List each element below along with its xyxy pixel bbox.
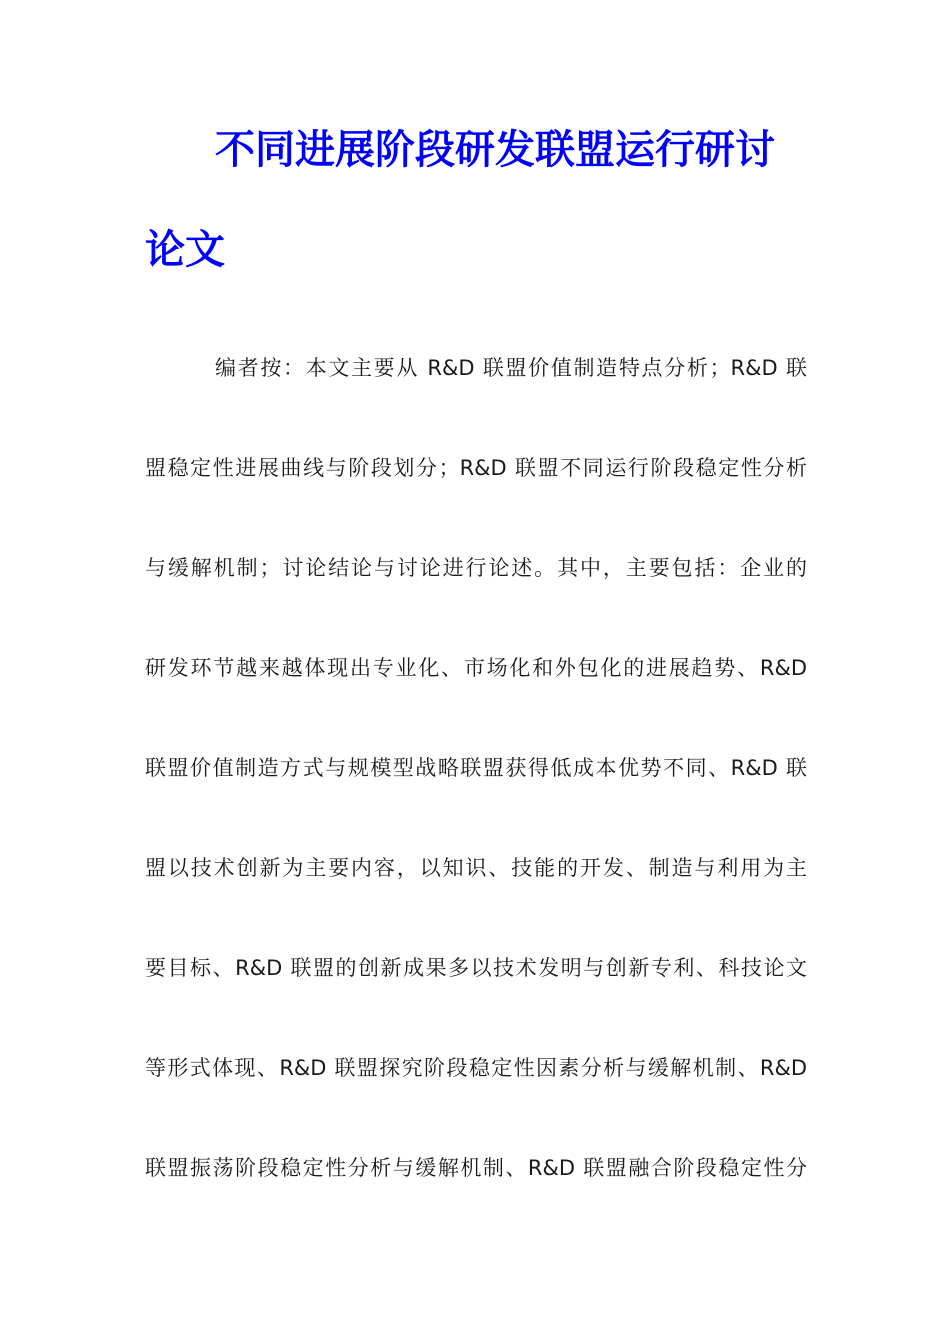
body-line-3: 与缓解机制；讨论结论与讨论进行论述。其中，主要包括：企业的: [145, 556, 807, 580]
body-line-4: 研发环节越来越体现出专业化、市场化和外包化的进展趋势、R&D: [145, 656, 807, 680]
body-line-1: 编者按：本文主要从 R&D 联盟价值制造特点分析；R&D 联: [215, 356, 807, 380]
body-line-2: 盟稳定性进展曲线与阶段划分；R&D 联盟不同运行阶段稳定性分析: [145, 456, 807, 480]
body-line-5: 联盟价值制造方式与规模型战略联盟获得低成本优势不同、R&D 联: [145, 756, 807, 780]
document-body: [145, 318, 807, 1218]
body-line-7: 要目标、R&D 联盟的创新成果多以技术发明与创新专利、科技论文: [145, 956, 807, 980]
document-title-line-2: 论文: [145, 227, 225, 273]
body-line-8: 等形式体现、R&D 联盟探究阶段稳定性因素分析与缓解机制、R&D: [145, 1056, 807, 1080]
body-line-6: 盟以技术创新为主要内容，以知识、技能的开发、制造与利用为主: [145, 856, 807, 880]
document-title-line-1: 不同进展阶段研发联盟运行研讨: [215, 127, 775, 173]
body-line-9: 联盟振荡阶段稳定性分析与缓解机制、R&D 联盟融合阶段稳定性分: [145, 1156, 807, 1180]
